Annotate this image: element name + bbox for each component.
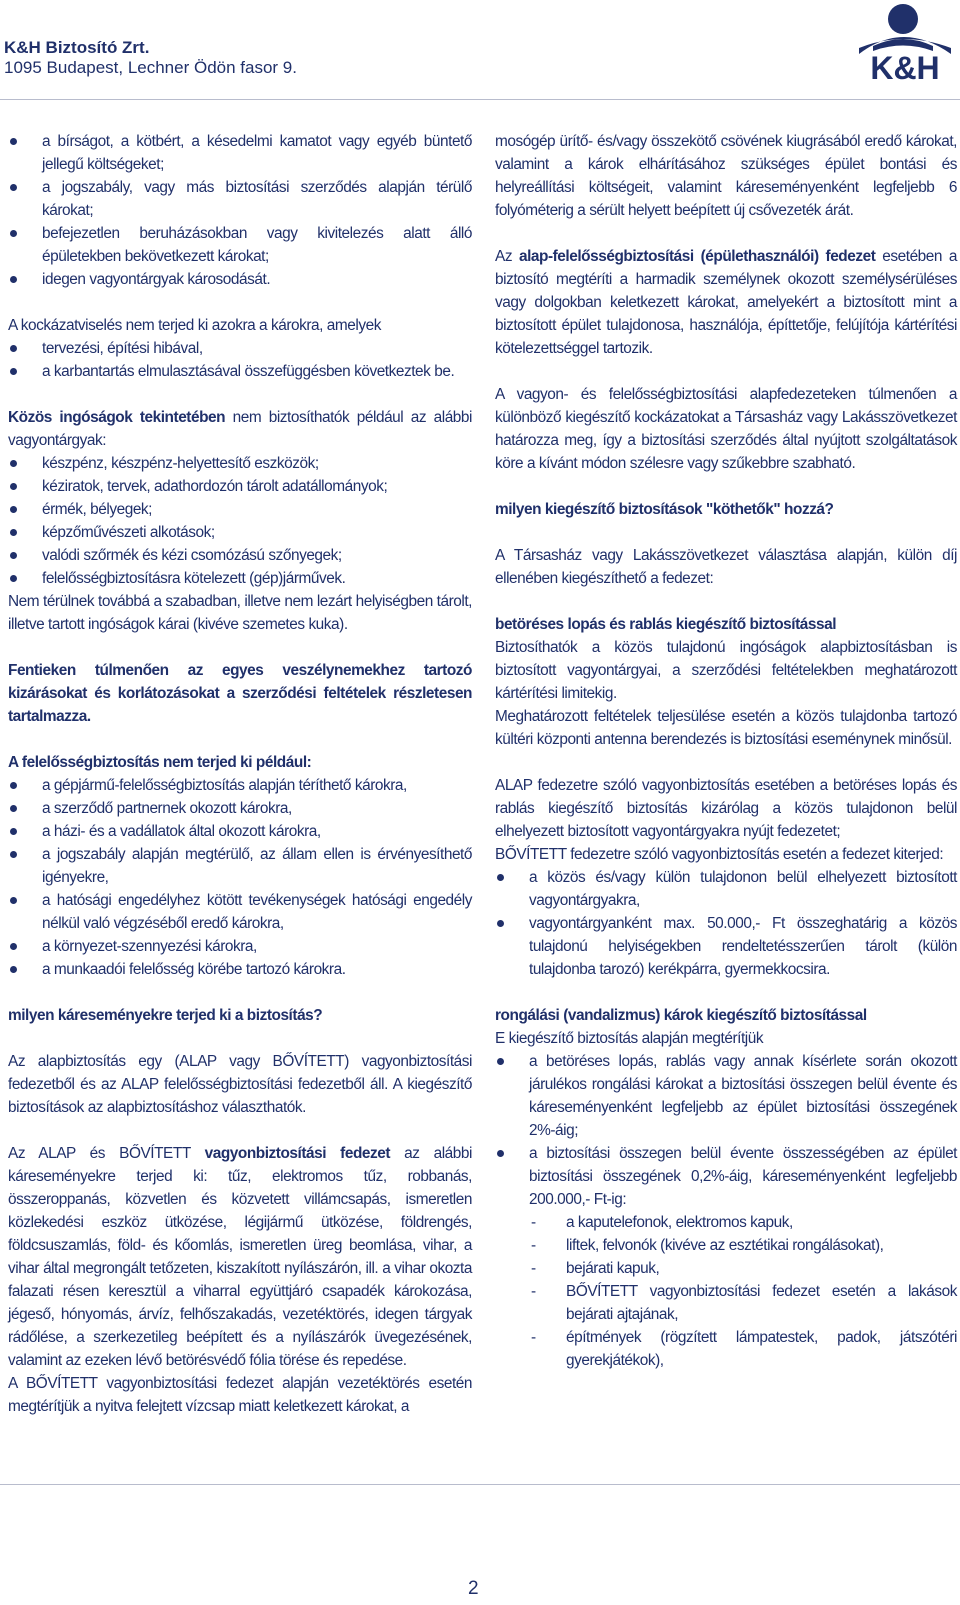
section-heading: A felelősségbiztosítás nem terjed ki például: [8,754,312,771]
list-item: a környezet-szennyezési károkra, [8,935,472,958]
list-item: kéziratok, tervek, adathordozón tárolt adatállományok; [8,475,472,498]
section-heading: milyen káreseményekre terjed ki a biztosítás? [8,1007,323,1024]
dash-item: - építmények (rögzített lámpatestek, padok, játszótéri gyerekjátékok), [495,1326,957,1372]
list-item: a munkaadói felelősség körébe tartozó károkra. [8,958,472,981]
paragraph: ALAP fedezetre szóló vagyonbiztosítás esetében a betöréses lopás és rablás kiegészítő biztosítás kizárólag a közös tulajdonon belül elhelyezett biztosított vagyontárgyakra nyújt fedezetet; [495,777,957,840]
section-heading: rongálási (vandalizmus) károk kiegészítő biztosítással [495,1007,867,1024]
list-item: a jogszabály, vagy más biztosítási szerződés alapján térülő károkat; [8,176,472,222]
list-item: felelősségbiztosításra kötelezett (gép)járművek. [8,567,472,590]
logo-text: K&H [870,50,940,82]
right-column [495,130,957,1372]
paragraph-text: Az ALAP és BŐVÍTETT [8,1145,205,1162]
paragraph-text: az alábbi káreseményekre terjed ki: tűz, elektromos tűz, robbanás, összeroppanás, közvetlen és közvetett villámcsapás, ismeretlen közlekedési eszköz ütközése, légijármű ütközése, földrengés, földcsuszamlás, föld- és kőomlás, ismeretlen üreg beomlása, vihar, a vihar által megrongált tetőzeten, kiszakított nyílászárón, ill. a vihar okozta falazati résen keresztül a viharral együttjáró csapadék károkozása, jégeső, hónyomás, árvíz, felhőszakadás, vezetéktörés, idegen tárgyak rádőlése, a szerkezetileg beépített és a nyílászárók üvegezésének, valamint az ezeken lévő betörésvédő fólia törése és repedése. [8,1145,472,1369]
paragraph: A Társasház vagy Lakásszövetkezet választása alapján, külön díj ellenében kiegészíthető a fedezet: [495,547,957,587]
bold-phrase: vagyonbiztosítási fedezet [204,1145,391,1162]
list-item: képzőművészeti alkotások; [8,521,472,544]
paragraph-text: Az [495,248,519,265]
list-item: a szerződő partnernek okozott károkra, [8,797,472,820]
list-item: a jogszabály alapján megtérülő, az állam ellen is érvényesíthető igényekre, [8,843,472,889]
company-name: K&H Biztosító Zrt. [4,38,150,57]
paragraph [8,406,472,452]
left-column [8,130,472,1418]
paragraph [495,245,957,360]
paragraph: Nem térülnek továbbá a szabadban, illetve nem lezárt helyiségben tárolt, illetve tartott ingóságok kárai (kivéve szemetes kuka). [8,593,472,633]
list-item: tervezési, építési hibával, [8,337,472,360]
section-heading: milyen kiegészítő biztosítások "köthetők" hozzá? [495,501,834,518]
exclusion-list [8,130,472,291]
dash-item: - liftek, felvonók (kivéve az esztétikai rongálásokat), [495,1234,957,1257]
list-item: a karbantartás elmulasztásával összefüggésben következtek be. [8,360,472,383]
paragraph-text: esetében a biztosító megtéríti a harmadik személynek okozott személysérüléses vagy dolgokban keletkezett károkat, amelyekért a biztosított mint a biztosított épület tulajdonosa, használója, építtetője, felújítója kártérítési kötelezettséggel tartozik. [495,248,958,357]
paragraph-text: nem biztosíthatók például az alábbi vagyontárgyak: [8,409,472,449]
paragraph: Biztosíthatók a közös tulajdonú ingóságok alapbiztosításban is biztosított vagyontárgyai, a szerződési feltételekben meghatározott kártérítési limitekig. [495,639,957,702]
dash-item: - bejárati kapuk, [495,1257,957,1280]
list-item: vagyontárgyanként max. 50.000,- Ft összeghatárig a közös tulajdonú helyiségekben rendeltetésszerűen tárolt (külön tulajdonba tarozó) kerékpárra, gyermekkocsira. [495,912,957,981]
paragraph: Meghatározott feltételek teljesülése esetén a közös tulajdonba tartozó kültéri központi antenna berendezés is biztosítási eseménynek minősül. [495,708,957,748]
page-header [4,38,297,78]
list-item: valódi szőrmék és kézi csomózású szőnyegek; [8,544,472,567]
list-item: befejezetlen beruházásokban vagy kivitelezés alatt álló épületekben bekövetkezett károkat; [8,222,472,268]
paragraph: mosógép ürítő- és/vagy összekötő csövének kiugrásából eredő károkat, valamint a károk elhárításához szükséges épület bontási és helyreállítási költségeit, valamint káreseményenként legfeljebb 6 folyóméterig a sérült helyett beépített új csővezeték árát. [495,133,957,219]
section-heading: betöréses lopás és rablás kiegészítő biztosítással [495,616,837,633]
dash-item: - a kaputelefonok, elektromos kapuk, [495,1211,957,1234]
list-item: a bírságot, a kötbért, a késedelmi kamatot vagy egyéb büntető jellegű költségeket; [8,130,472,176]
paragraph: A vagyon- és felelősségbiztosítási alapfedezeteken túlmenően a különböző kiegészítő kockázatokat a Társasház vagy Lakásszövetkezet határozza meg, így a biztosítási szerződés által nyújtott szolgáltatások köre a kívánt módon szélesre vagy szűkebbre szabható. [495,386,957,472]
list-item: a betöréses lopás, rablás vagy annak kísérlete során okozott járulékos rongálási károkat a biztosítási összegen belül évente és káreseményenként legfeljebb az épület biztosítási összegének 2%-áig; [495,1050,957,1142]
paragraph: Az alapbiztosítás egy (ALAP vagy BŐVÍTETT) vagyonbiztosítási fedezetből és az ALAP felelősségbiztosítási fedezetből áll. A kiegészítő biztosítások az alapbiztosításhoz választhatók. [8,1053,472,1116]
list-item: a biztosítási összegen belül évente összességében az épület biztosítási összegének 0,2%-áig, káreseményenként legfeljebb 200.000,- Ft-ig: [495,1142,957,1211]
kh-logo [853,2,957,82]
list-item: készpénz, készpénz-helyettesítő eszközök; [8,452,472,475]
footer-divider [0,1484,960,1485]
bold-phrase: Közös ingóságok tekintetében [8,409,226,426]
list-item: a közös és/vagy külön tulajdonon belül elhelyezett biztosított vagyontárgyakra, [495,866,957,912]
paragraph: A kockázatviselés nem terjed ki azokra a károkra, amelyek [8,317,381,334]
paragraph: E kiegészítő biztosítás alapján megtérítjük [495,1030,764,1047]
paragraph [8,1142,472,1372]
list-item: a gépjármű-felelősségbiztosítás alapján téríthető károkra, [8,774,472,797]
dash-item: - BŐVÍTETT vagyonbiztosítási fedezet esetén a lakások bejárati ajtajának, [495,1280,957,1326]
company-address: 1095 Budapest, Lechner Ödön fasor 9. [4,58,297,77]
paragraph: BŐVÍTETT fedezetre szóló vagyonbiztosítás esetén a fedezet kiterjed: [495,846,944,863]
header-divider [0,99,960,100]
page-number: 2 [468,1578,479,1599]
bold-note: Fentieken túlmenően az egyes veszélynemekhez tartozó kizárásokat és korlátozásokat a szerződési feltételek részletesen tartalmazza. [8,662,472,725]
list-item: a hatósági engedélyhez kötött tevékenységek hatósági engedély nélkül való végzéséből eredő károkra, [8,889,472,935]
list-item: érmék, bélyegek; [8,498,472,521]
list-item: idegen vagyontárgyak károsodását. [8,268,472,291]
list-item: a házi- és a vadállatok által okozott károkra, [8,820,472,843]
bold-phrase: alap-felelősségbiztosítási (épülethasználói) fedezet [518,248,876,265]
paragraph: A BŐVÍTETT vagyonbiztosítási fedezet alapján vezetéktörés esetén megtérítjük a nyitva felejtett vízcsap miatt keletkezett károkat, a [8,1375,472,1415]
